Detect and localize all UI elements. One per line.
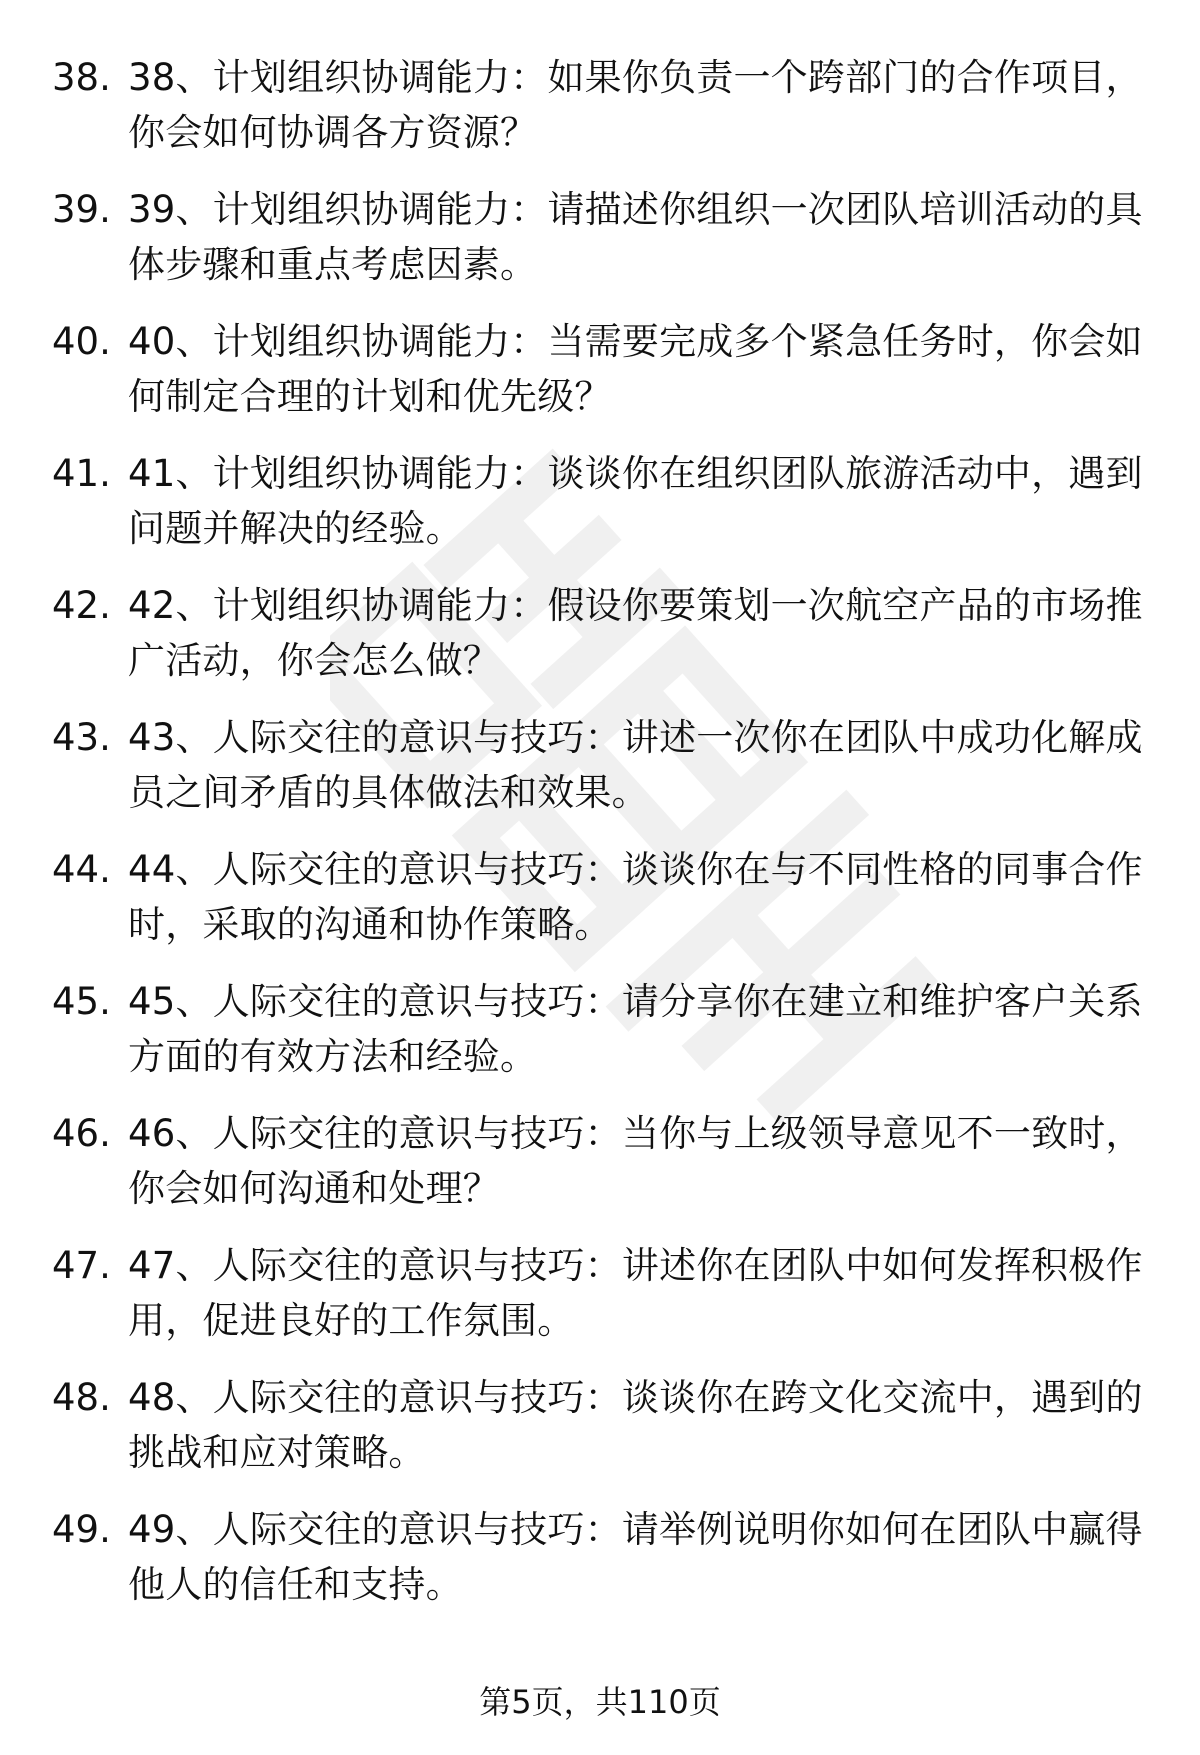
question-item xyxy=(52,314,1162,446)
question-item xyxy=(52,182,1162,314)
question-text: 45、人际交往的意识与技巧：请分享你在建立和维护客户关系方面的有效方法和经验。 xyxy=(128,980,1143,1078)
question-text: 48、人际交往的意识与技巧：谈谈你在跨文化交流中，遇到的挑战和应对策略。 xyxy=(128,1376,1143,1474)
question-number: 42. xyxy=(52,584,111,627)
question-text: 46、人际交往的意识与技巧：当你与上级领导意见不一致时，你会如何沟通和处理？ xyxy=(128,1112,1143,1210)
question-number: 43. xyxy=(52,716,111,759)
question-text: 43、人际交往的意识与技巧：讲述一次你在团队中成功化解成员之间矛盾的具体做法和效果。 xyxy=(128,716,1143,814)
question-number: 45. xyxy=(52,980,111,1023)
question-item xyxy=(52,974,1162,1106)
question-item xyxy=(52,1238,1162,1370)
question-number: 38. xyxy=(52,56,111,99)
question-number: 39. xyxy=(52,188,111,231)
question-text: 47、人际交往的意识与技巧：讲述你在团队中如何发挥积极作用，促进良好的工作氛围。 xyxy=(128,1244,1143,1342)
question-text: 42、计划组织协调能力：假设你要策划一次航空产品的市场推广活动，你会怎么做？ xyxy=(128,584,1143,682)
question-text: 49、人际交往的意识与技巧：请举例说明你如何在团队中赢得他人的信任和支持。 xyxy=(128,1508,1143,1606)
question-number: 47. xyxy=(52,1244,111,1287)
question-text: 38、计划组织协调能力：如果你负责一个跨部门的合作项目，你会如何协调各方资源？ xyxy=(128,56,1143,154)
question-text: 44、人际交往的意识与技巧：谈谈你在与不同性格的同事合作时，采取的沟通和协作策略。 xyxy=(128,848,1143,946)
question-item xyxy=(52,842,1162,974)
question-item xyxy=(52,1106,1162,1238)
question-item xyxy=(52,1502,1162,1634)
question-item xyxy=(52,710,1162,842)
question-text: 39、计划组织协调能力：请描述你组织一次团队培训活动的具体步骤和重点考虑因素。 xyxy=(128,188,1143,286)
question-list xyxy=(52,50,1162,1634)
question-item xyxy=(52,446,1162,578)
question-number: 49. xyxy=(52,1508,111,1551)
question-number: 40. xyxy=(52,320,111,363)
page-number-footer: 第5页，共110页 xyxy=(479,1683,721,1721)
question-item xyxy=(52,50,1162,182)
question-number: 46. xyxy=(52,1112,111,1155)
question-text: 40、计划组织协调能力：当需要完成多个紧急任务时，你会如何制定合理的计划和优先级？ xyxy=(128,320,1143,418)
question-number: 48. xyxy=(52,1376,111,1419)
question-number: 44. xyxy=(52,848,111,891)
question-item xyxy=(52,1370,1162,1502)
question-text: 41、计划组织协调能力：谈谈你在组织团队旅游活动中，遇到问题并解决的经验。 xyxy=(128,452,1143,550)
question-item xyxy=(52,578,1162,710)
question-number: 41. xyxy=(52,452,111,495)
